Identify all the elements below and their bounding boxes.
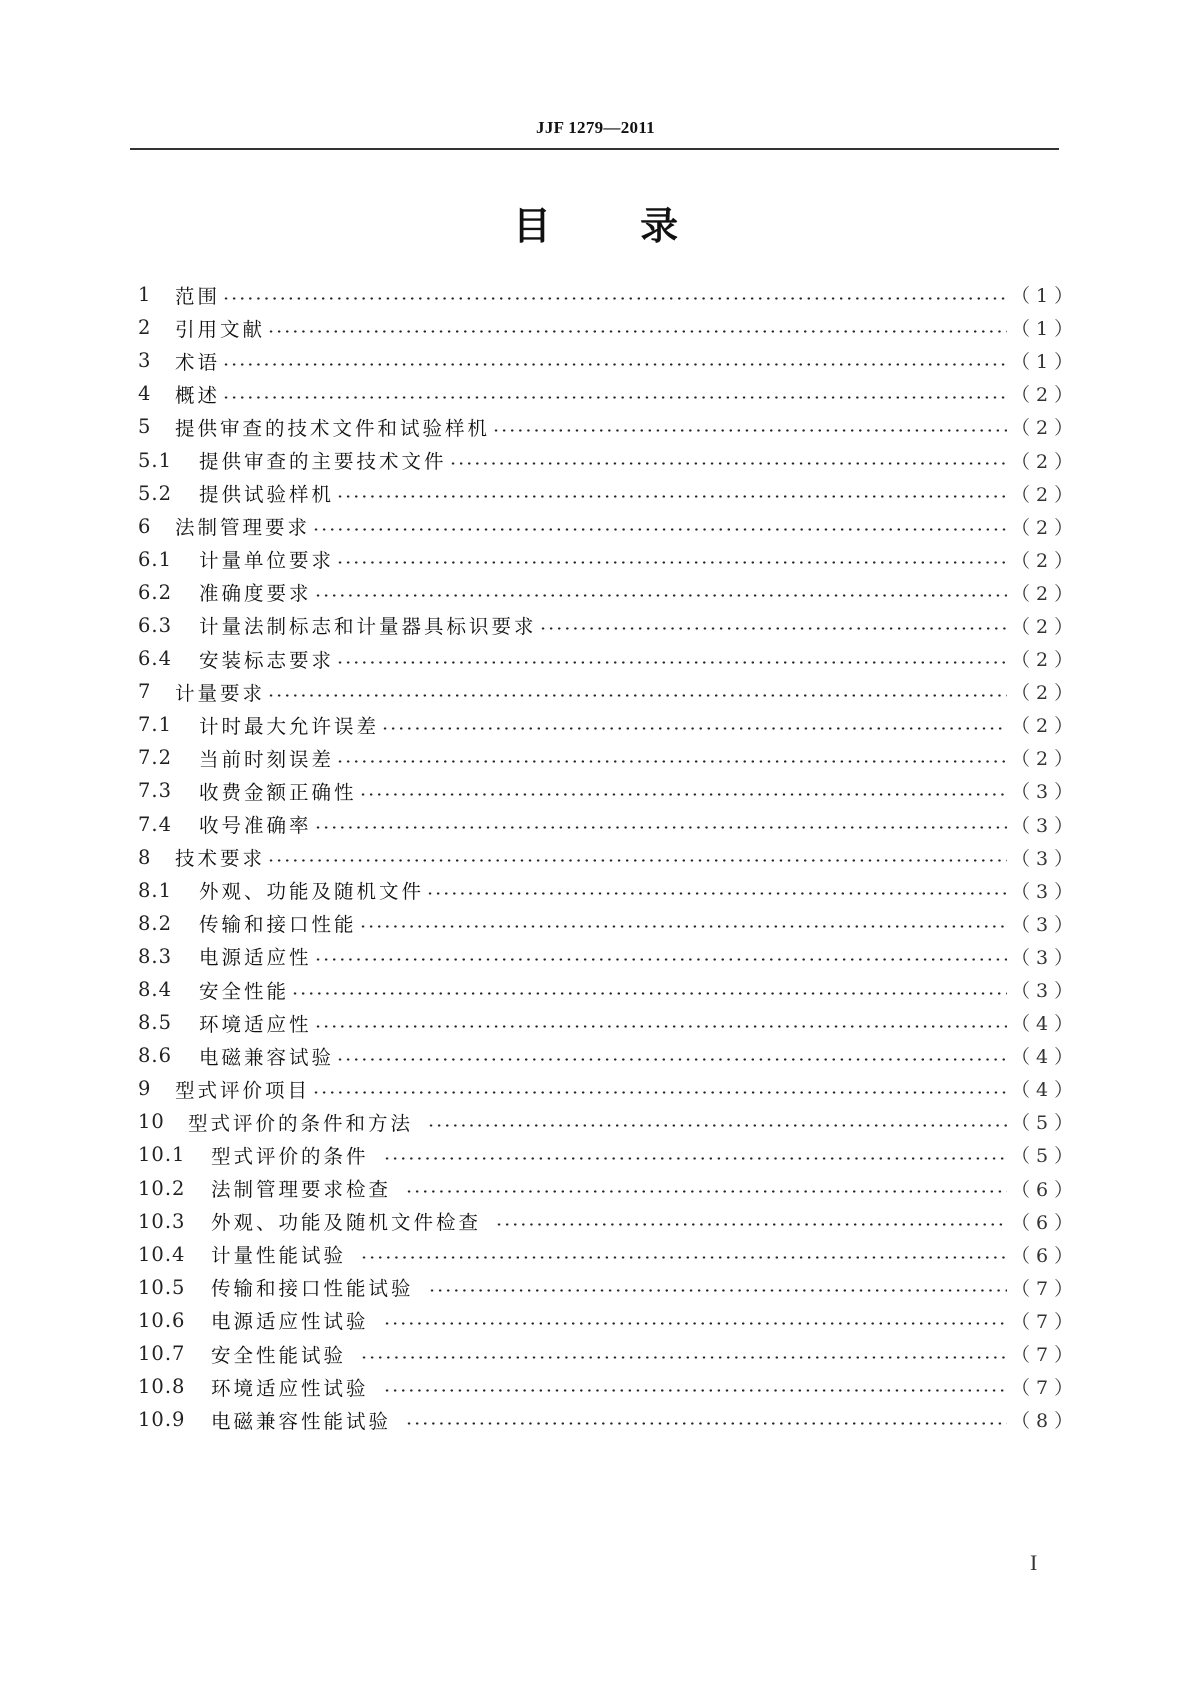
toc-entry-title: 概述 xyxy=(175,383,221,407)
toc-entry-title: 型式评价项目 xyxy=(175,1078,311,1102)
page-number: I xyxy=(1030,1550,1038,1575)
page-title-char: 录 xyxy=(640,204,679,248)
dot-leader xyxy=(312,1079,1007,1099)
toc-entry-page: （5） xyxy=(1011,1112,1080,1135)
toc-entry-title: 型式评价的条件 xyxy=(211,1144,369,1168)
dot-leader xyxy=(381,715,1007,735)
toc-entry-number: 5.2 xyxy=(138,481,173,505)
dot-leader xyxy=(267,682,1007,702)
toc-entry-number: 6.2 xyxy=(138,580,173,604)
toc-entry[interactable] xyxy=(138,874,1080,907)
toc-entry[interactable] xyxy=(138,1039,1080,1072)
toc-entry-title: 安全性能试验 xyxy=(211,1343,347,1367)
toc-entry-number: 8.6 xyxy=(138,1044,173,1068)
toc-entry-page: （2） xyxy=(1011,516,1080,539)
dot-leader xyxy=(222,285,1007,305)
toc-entry-title: 型式评价的条件和方法 xyxy=(188,1111,414,1135)
toc-entry[interactable] xyxy=(138,410,1080,443)
toc-entry-page: （2） xyxy=(1011,615,1080,638)
toc-entry-number: 10.9 xyxy=(138,1408,186,1432)
toc-entry[interactable] xyxy=(138,344,1080,377)
toc-entry[interactable] xyxy=(138,1105,1080,1138)
toc-entry-title: 电磁兼容试验 xyxy=(199,1045,335,1069)
dot-leader xyxy=(314,814,1007,834)
toc-entry-number: 7.2 xyxy=(138,746,173,770)
toc-entry[interactable] xyxy=(138,741,1080,774)
dot-leader xyxy=(314,1013,1007,1033)
toc-entry-title: 法制管理要求 xyxy=(175,516,311,540)
toc-entry-number: 5.1 xyxy=(138,448,173,472)
toc-entry-title: 计量单位要求 xyxy=(199,549,335,573)
toc-entry-page: （2） xyxy=(1011,450,1080,473)
toc-entry-number: 1 xyxy=(138,283,152,307)
toc-entry-title: 收费金额正确性 xyxy=(199,780,357,804)
toc-entry-number: 8.5 xyxy=(138,1011,173,1035)
toc-entry-number: 10.4 xyxy=(138,1242,186,1266)
toc-entry-number: 9 xyxy=(138,1077,152,1101)
toc-entry[interactable] xyxy=(138,1304,1080,1337)
toc-entry-number: 5 xyxy=(138,415,152,439)
toc-entry[interactable] xyxy=(138,278,1080,311)
toc-entry-page: （1） xyxy=(1011,285,1080,308)
toc-entry[interactable] xyxy=(138,1337,1080,1370)
toc-entry[interactable] xyxy=(138,1370,1080,1403)
toc-entry-title: 计量法制标志和计量器具标识要求 xyxy=(199,615,537,639)
toc-entry-number: 2 xyxy=(138,316,152,340)
dot-leader xyxy=(405,1178,1007,1198)
toc-entry-page: （2） xyxy=(1011,682,1080,705)
toc-entry-number: 10.3 xyxy=(138,1209,186,1233)
toc-entry[interactable] xyxy=(138,907,1080,940)
dot-leader xyxy=(267,847,1007,867)
toc-entry-number: 10.1 xyxy=(138,1143,186,1167)
page-title-char: 目 xyxy=(512,204,551,248)
toc-entry[interactable] xyxy=(138,377,1080,410)
toc-entry-title: 提供审查的技术文件和试验样机 xyxy=(175,416,491,440)
dot-leader xyxy=(383,1377,1007,1397)
toc-entry-number: 6.1 xyxy=(138,547,173,571)
toc-entry-page: （7） xyxy=(1011,1310,1080,1333)
toc-entry-number: 10.5 xyxy=(138,1275,186,1299)
toc-entry-number: 7.1 xyxy=(138,713,173,737)
toc-entry-title: 法制管理要求检查 xyxy=(211,1178,392,1202)
toc-entry-page: （2） xyxy=(1011,582,1080,605)
dot-leader xyxy=(336,1046,1007,1066)
toc-entry-page: （3） xyxy=(1011,814,1080,837)
dot-leader xyxy=(426,880,1007,900)
toc-entry[interactable] xyxy=(138,543,1080,576)
dot-leader xyxy=(222,351,1007,371)
toc-entry-page: （3） xyxy=(1011,880,1080,903)
toc-entry-title: 传输和接口性能 xyxy=(199,913,357,937)
toc-entry[interactable] xyxy=(138,1238,1080,1271)
dot-leader xyxy=(336,649,1007,669)
document-code: JJF 1279—2011 xyxy=(536,118,655,137)
toc-entry-page: （2） xyxy=(1011,649,1080,672)
toc-entry-number: 7 xyxy=(138,680,152,704)
toc-entry[interactable] xyxy=(138,808,1080,841)
toc-entry-title: 提供审查的主要技术文件 xyxy=(199,450,447,474)
toc-entry-page: （3） xyxy=(1011,913,1080,936)
toc-entry[interactable] xyxy=(138,841,1080,874)
toc-entry-page: （1） xyxy=(1011,351,1080,374)
toc-entry-number: 6.4 xyxy=(138,647,173,671)
toc-entry-title: 引用文献 xyxy=(175,317,266,341)
toc-entry-number: 8.3 xyxy=(138,944,173,968)
toc-entry-page: （7） xyxy=(1011,1377,1080,1400)
toc-entry-page: （2） xyxy=(1011,483,1080,506)
toc-entry-number: 4 xyxy=(138,382,152,406)
dot-leader xyxy=(383,1145,1007,1165)
toc-entry-page: （8） xyxy=(1011,1410,1080,1433)
dot-leader xyxy=(336,748,1007,768)
toc-entry-number: 10.7 xyxy=(138,1342,186,1366)
dot-leader xyxy=(359,913,1007,933)
dot-leader xyxy=(312,516,1007,536)
toc-entry-title: 外观、功能及随机文件检查 xyxy=(211,1211,482,1235)
dot-leader xyxy=(267,318,1007,338)
dot-leader xyxy=(449,450,1007,470)
toc-entry[interactable] xyxy=(138,1006,1080,1039)
page-title xyxy=(0,195,1191,250)
toc-entry-title: 计量性能试验 xyxy=(211,1244,347,1268)
toc-entry-page: （3） xyxy=(1011,946,1080,969)
toc-entry-number: 8.1 xyxy=(138,878,173,902)
toc-entry[interactable] xyxy=(138,1205,1080,1238)
toc-entry-title: 技术要求 xyxy=(175,847,266,871)
toc-entry-page: （7） xyxy=(1011,1344,1080,1367)
toc-entry[interactable] xyxy=(138,311,1080,344)
toc-entry[interactable] xyxy=(138,1138,1080,1171)
toc-entry-title: 安全性能 xyxy=(199,979,290,1003)
toc-entry-number: 8.4 xyxy=(138,978,173,1002)
toc-entry[interactable] xyxy=(138,477,1080,510)
toc-entry[interactable] xyxy=(138,1072,1080,1105)
dot-leader xyxy=(359,781,1007,801)
toc-entry-number: 10.8 xyxy=(138,1375,186,1399)
toc-entry-title: 电源适应性试验 xyxy=(211,1310,369,1334)
toc-entry-number: 10.6 xyxy=(138,1308,186,1332)
toc-entry-title: 环境适应性 xyxy=(199,1012,312,1036)
toc-entry-page: （6） xyxy=(1011,1211,1080,1234)
toc-entry-page: （5） xyxy=(1011,1145,1080,1168)
toc-entry-title: 范围 xyxy=(175,284,221,308)
toc-entry-page: （4） xyxy=(1011,1013,1080,1036)
toc-entry[interactable] xyxy=(138,973,1080,1006)
toc-entry[interactable] xyxy=(138,708,1080,741)
dot-leader xyxy=(314,946,1007,966)
toc-entry-number: 10 xyxy=(138,1110,165,1134)
toc-entry-page: （2） xyxy=(1011,748,1080,771)
toc-entry[interactable] xyxy=(138,609,1080,642)
dot-leader xyxy=(336,483,1007,503)
toc-entry-title: 外观、功能及随机文件 xyxy=(199,880,425,904)
toc-entry-page: （2） xyxy=(1011,384,1080,407)
toc-entry-number: 6 xyxy=(138,514,152,538)
toc-entry-number: 10.2 xyxy=(138,1176,186,1200)
dot-leader xyxy=(428,1277,1007,1297)
dot-leader xyxy=(336,549,1007,569)
toc-entry-title: 计量要求 xyxy=(175,681,266,705)
toc-entry-number: 7.4 xyxy=(138,812,173,836)
dot-leader xyxy=(427,1112,1007,1132)
dot-leader xyxy=(383,1310,1007,1330)
toc-entry-title: 计时最大允许误差 xyxy=(199,714,380,738)
toc-entry[interactable] xyxy=(138,1271,1080,1304)
dot-leader xyxy=(405,1410,1007,1430)
toc-entry-page: （3） xyxy=(1011,781,1080,804)
toc-entry[interactable] xyxy=(138,1172,1080,1205)
toc-entry-page: （4） xyxy=(1011,1079,1080,1102)
dot-leader xyxy=(539,615,1007,635)
toc-entry-title: 术语 xyxy=(175,350,221,374)
toc-entry-title: 当前时刻误差 xyxy=(199,747,335,771)
dot-leader xyxy=(291,980,1007,1000)
toc-entry-title: 提供试验样机 xyxy=(199,483,335,507)
toc-entry-page: （2） xyxy=(1011,715,1080,738)
toc-entry-title: 电磁兼容性能试验 xyxy=(211,1409,392,1433)
toc-entry-page: （6） xyxy=(1011,1244,1080,1267)
toc-entry-number: 7.3 xyxy=(138,779,173,803)
toc-entry-title: 传输和接口性能试验 xyxy=(211,1277,414,1301)
toc-entry-number: 3 xyxy=(138,349,152,373)
toc-entry[interactable] xyxy=(138,940,1080,973)
toc-entry-page: （4） xyxy=(1011,1046,1080,1069)
toc-entry-page: （3） xyxy=(1011,980,1080,1003)
toc-entry-title: 电源适应性 xyxy=(199,946,312,970)
toc-entry-title: 安装标志要求 xyxy=(199,648,335,672)
toc-entry-number: 8.2 xyxy=(138,911,173,935)
toc-entry[interactable] xyxy=(138,576,1080,609)
dot-leader xyxy=(492,417,1007,437)
dot-leader xyxy=(314,582,1007,602)
toc-entry[interactable] xyxy=(138,774,1080,807)
toc-entry-page: （2） xyxy=(1011,549,1080,572)
toc-entry-title: 环境适应性试验 xyxy=(211,1376,369,1400)
toc-entry[interactable] xyxy=(138,642,1080,675)
toc-entry[interactable] xyxy=(138,1403,1080,1436)
toc-entry-number: 8 xyxy=(138,845,152,869)
toc-entry-page: （2） xyxy=(1011,417,1080,440)
toc-entry-title: 准确度要求 xyxy=(199,582,312,606)
toc-entry[interactable] xyxy=(138,443,1080,476)
toc-entry-title: 收号准确率 xyxy=(199,814,312,838)
dot-leader xyxy=(360,1244,1007,1264)
dot-leader xyxy=(495,1211,1007,1231)
dot-leader xyxy=(360,1344,1007,1364)
toc-entry-page: （1） xyxy=(1011,318,1080,341)
toc-entry[interactable] xyxy=(138,510,1080,543)
dot-leader xyxy=(222,384,1007,404)
table-of-contents xyxy=(138,278,1080,1436)
toc-entry-page: （7） xyxy=(1011,1277,1080,1300)
header-rule xyxy=(130,148,1059,150)
toc-entry-page: （3） xyxy=(1011,847,1080,870)
toc-entry-page: （6） xyxy=(1011,1178,1080,1201)
toc-entry-number: 6.3 xyxy=(138,613,173,637)
toc-entry[interactable] xyxy=(138,675,1080,708)
